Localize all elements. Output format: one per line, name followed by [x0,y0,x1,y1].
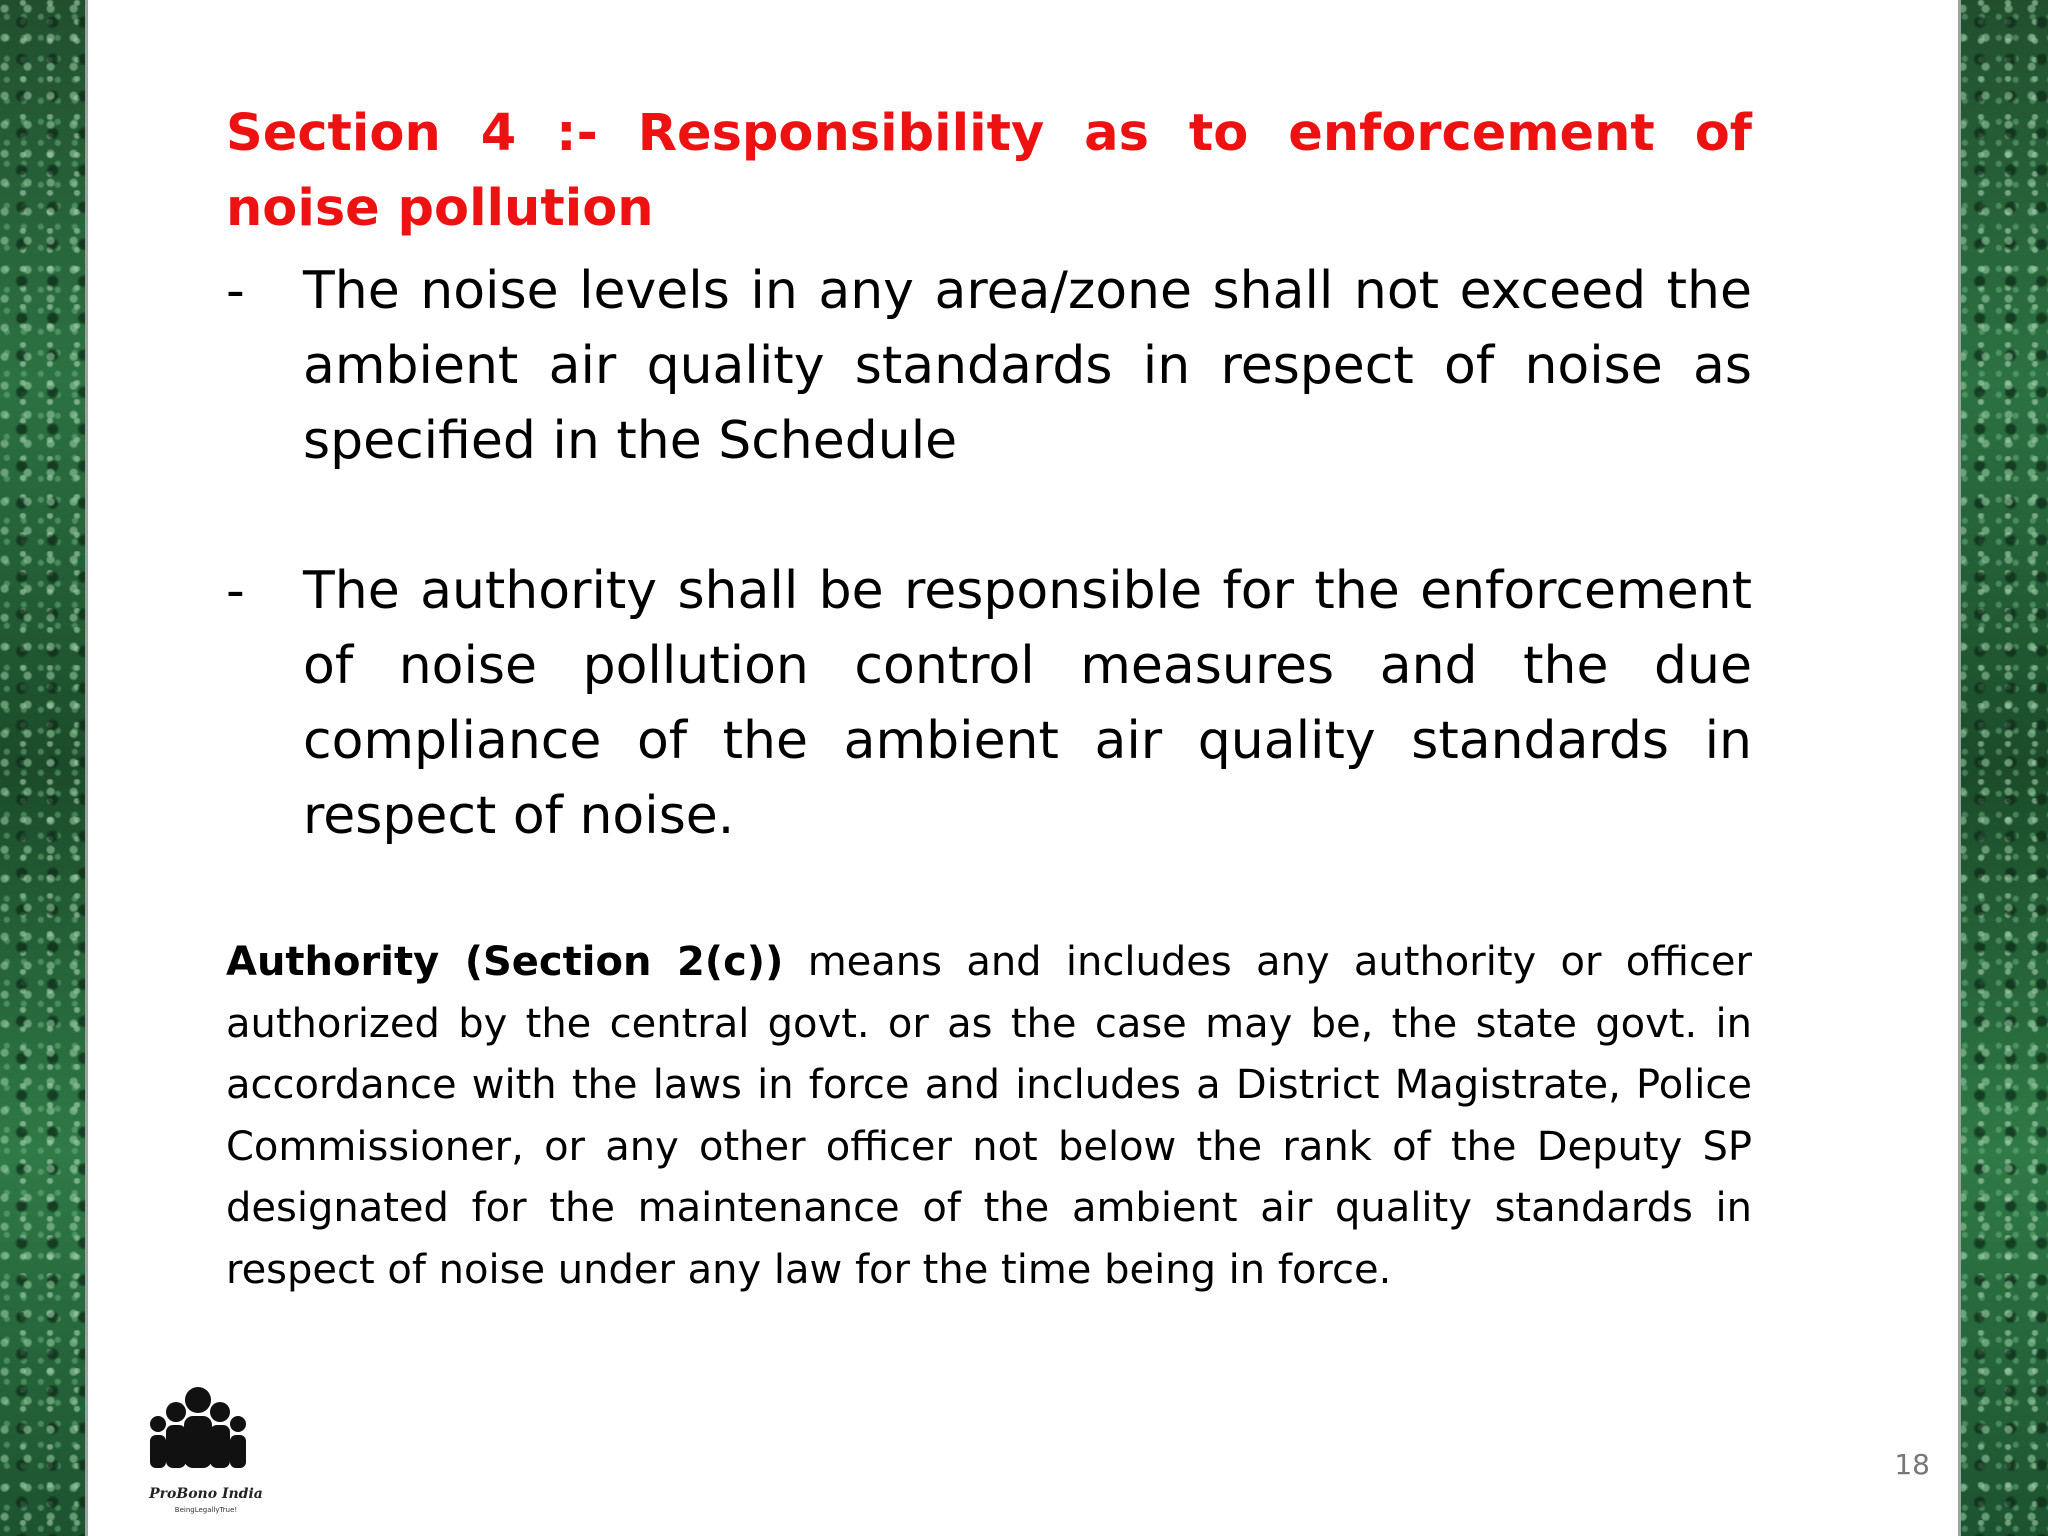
left-decorative-border [0,0,88,1536]
people-group-icon [136,1378,276,1486]
bullet-item-noise-levels [226,254,1752,479]
bullet-text: The noise levels in any area/zone shall not exceed the ambient air quality standards in respect of noise as specified in the Schedule [303,261,1752,471]
page-number: 18 [1894,1448,1930,1481]
slide-content [226,96,1752,1301]
bullet-dash: - [226,261,245,321]
authority-definition [226,932,1752,1301]
right-decorative-border [1958,0,2048,1536]
bullet-dash: - [226,561,245,621]
bullet-item-authority-responsibility [226,554,1752,854]
definition-term: Authority (Section 2(c)) [226,939,784,985]
logo-name: ProBono India [149,1486,263,1502]
definition-text: means and includes any authority or officer authorized by the central govt. or as the case may be, the state govt. in accordance with the laws in force and includes a District Magistrate, Police Commissioner, or any other officer not below the rank of the Deputy SP designated for the maintenance of the ambient air quality standards in respect of noise under any law for the time being in force. [226,939,1752,1293]
bullet-text: The authority shall be responsible for the enforcement of noise pollution control measures and the due compliance of the ambient air quality standards in respect of noise. [303,561,1752,846]
probono-india-logo [136,1378,276,1530]
logo-tagline: BeingLegallyTrue! [174,1506,238,1514]
slide-heading: Section 4 :- Responsibility as to enforcement of noise pollution [226,104,1752,238]
